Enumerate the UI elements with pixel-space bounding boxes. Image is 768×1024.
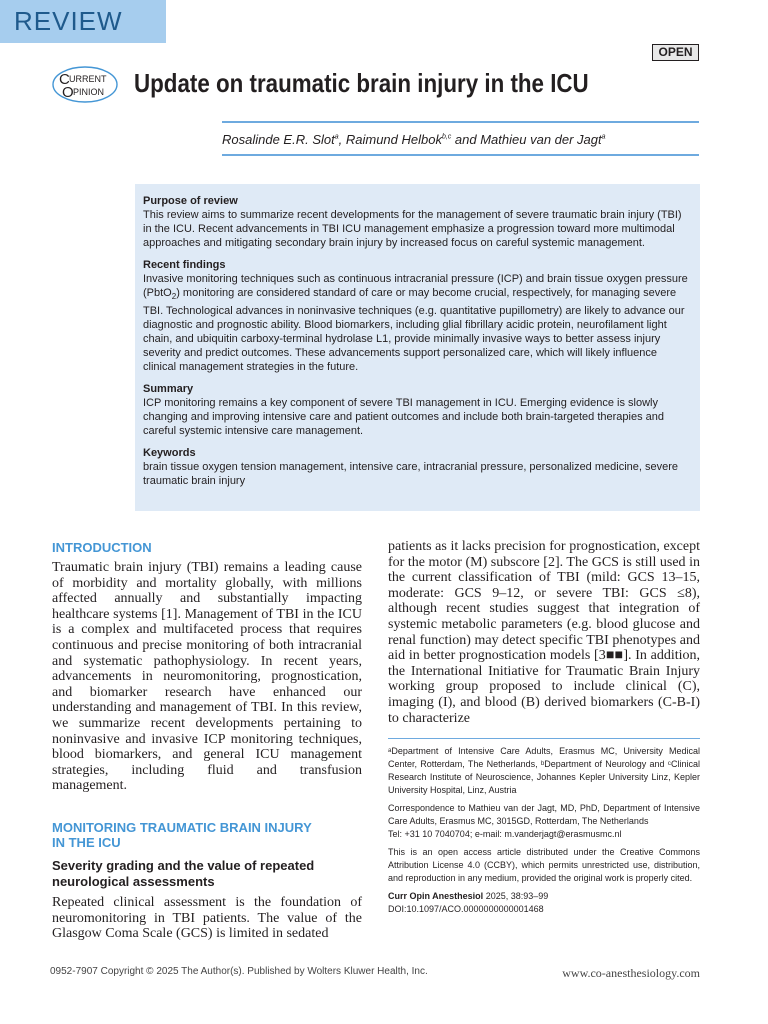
svg-text:O: O bbox=[62, 84, 74, 101]
contact-text: Tel: +31 10 7040704; e-mail: m.vanderjagt@erasmusmc.nl bbox=[388, 829, 622, 839]
introduction-heading: INTRODUCTION bbox=[52, 540, 152, 555]
authors-rule bbox=[222, 154, 699, 156]
summary-heading: Summary bbox=[143, 383, 194, 396]
copyright-footer: 0952-7907 Copyright © 2025 The Author(s). Published by Wolters Kluwer Health, Inc. bbox=[50, 966, 428, 977]
journal-name: Curr Opin Anesthesiol bbox=[388, 891, 484, 901]
affiliations-rule bbox=[388, 738, 700, 739]
purpose-heading: Purpose of review bbox=[143, 195, 238, 207]
logo-line-2: PINION bbox=[73, 87, 105, 97]
findings-text: Invasive monitoring techniques such as continuous intracranial pressure (ICP) and brain tissue oxygen pressure (PbtO$_2$) monitoring are considered standard of care or may become crucial, respectively, for managing severe TBI. Technological advances in noninvasive techniques (e.g. quantitative pupillometry) are likely to advance our diagnostic and prognostic ability. Blood biomarkers, including glial fibrillary acidic protein, neurofilament light chain, and ubiquitin carboxy-terminal hydrolase L1, provide minimally invasive ways to better assess injury severity and predict outcomes. These advancements support personalized care, which will likely influence clinical management strategies in the future. bbox=[143, 273, 688, 374]
citation-details: 2025, 38:93–99 bbox=[483, 891, 549, 901]
author-3-affil: a bbox=[601, 133, 606, 141]
title-rule bbox=[222, 121, 699, 123]
section-label: REVIEW bbox=[0, 0, 166, 43]
abstract-box bbox=[135, 184, 700, 511]
svg-text:C: C bbox=[59, 71, 70, 88]
journal-website-link[interactable]: www.co-anesthesiology.com bbox=[562, 966, 700, 980]
column-2-text: patients as it lacks precision for prognostication, except for the motor (M) subscore [2]. The GCS is still used in the current classification of TBI (mild: GCS 13–15, moderate: GCS 9–12, or severe TBI: GCS ≤8), although recent studies suggest that integration of systemic metabolic parameters (e.g. blood glucose and renal function) may detect specific TBI phenotypes and aid in better prognostication models [3■■]. In addition, the International Initiative for Traumatic Brain Injury working group proposed to include clinical (C), imaging (I), and blood (B) derived biomarkers (C-B-I) to characterize bbox=[388, 539, 700, 726]
severity-text: Repeated clinical assessment is the foundation of neuromonitoring in TBI patients. The value of the Glasgow Coma Scale (GCS) is limited in sedated bbox=[52, 894, 362, 942]
license-text: This is an open access article distributed under the Creative Commons Attribution License 4.0 (CCBY), which permits unrestricted use, distribution, and reproduction in any medium, provided the original work is properly cited. bbox=[388, 847, 700, 883]
summary-text: ICP monitoring remains a key component of severe TBI management in ICU. Emerging evidence is slowly changing and improving intensive care and patient outcomes and include both brain-targeted therapies and careful systemic intensive care management. bbox=[143, 397, 665, 438]
current-opinion-logo bbox=[52, 66, 118, 103]
author-1-affil: a bbox=[334, 133, 339, 141]
right-column bbox=[388, 539, 700, 726]
severity-heading: Severity grading and the value of repeated neurological assessments bbox=[52, 857, 315, 889]
monitoring-heading: MONITORING TRAUMATIC BRAIN INJURY IN THE ICU bbox=[52, 819, 312, 850]
doi-text: DOI:10.1097/ACO.0000000000001468 bbox=[388, 904, 544, 914]
purpose-text: This review aims to summarize recent developments for the management of severe traumatic brain injury (TBI) in the ICU. Recent advancements in TBI ICU management emphasize a progression toward more multimodal approaches and mitigating secondary brain injury by increased focus on careful systemic management. bbox=[143, 209, 682, 249]
author-2: , Raimund Helbok bbox=[338, 132, 442, 147]
logo-line-1: URRENT bbox=[69, 74, 107, 84]
findings-heading: Recent findings bbox=[143, 259, 226, 271]
keywords-text: brain tissue oxygen tension management, intensive care, intracranial pressure, personalized medicine, severe traumatic brain injury bbox=[143, 461, 679, 488]
keywords-heading: Keywords bbox=[143, 447, 196, 460]
author-2-affil: b,c bbox=[441, 133, 452, 141]
affiliations-block bbox=[388, 745, 700, 916]
article-title: Update on traumatic brain injury in the ICU bbox=[134, 68, 589, 98]
author-1: Rosalinde E.R. Slot bbox=[222, 132, 335, 147]
introduction-text: Traumatic brain injury (TBI) remains a leading cause of morbidity and mortality globally, with millions affected annually and substantially impacting healthcare systems [1]. Management of TBI in the ICU is a complex and multifaceted process that requires continuous and precise monitoring of both intracranial and systematic pathophysiology. In recent years, advancements in neuromonitoring, prognostication, and biomarker research have enhanced our understanding and management of TBI. In this review, we summarize recent developments pertaining to noninvasive and invasive ICP monitoring techniques, blood biomarkers, and general ICU management strategies, including fluid and transfusion management. bbox=[52, 560, 362, 794]
author-list bbox=[222, 132, 606, 147]
citation-line bbox=[388, 890, 700, 903]
open-access-badge: OPEN bbox=[652, 44, 699, 61]
author-3: and Mathieu van der Jagt bbox=[451, 132, 602, 147]
left-column bbox=[52, 540, 362, 942]
affiliations-text: ᵃDepartment of Intensive Care Adults, Erasmus MC, University Medical Center, Rotterdam, The Netherlands, ᵇDepartment of Neurology and ᶜClinical Research Institute of Neuroscience, Johannes Kepler University Linz, Kepler University Hospital, Linz, Austria bbox=[388, 746, 700, 795]
correspondence-text: Correspondence to Mathieu van der Jagt, MD, PhD, Department of Intensive Care Adults, Erasmus MC, 3015GD, Rotterdam, The Netherlands bbox=[388, 803, 700, 826]
